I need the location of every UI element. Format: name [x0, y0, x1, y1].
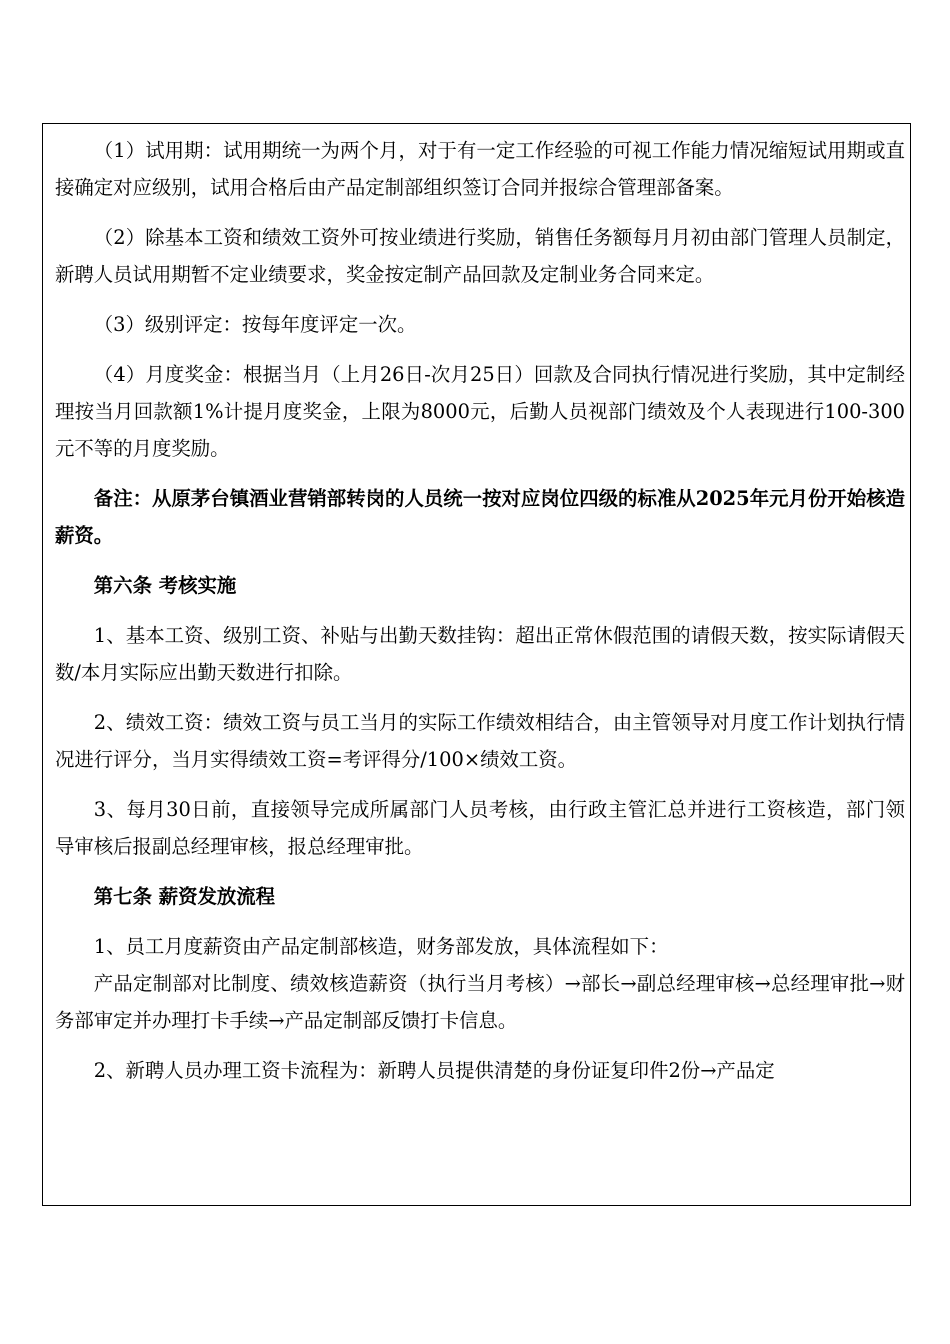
section-heading-article-6: 第六条 考核实施 — [93, 574, 237, 597]
paragraph-monthly-bonus: （4）月度奖金：根据当月（上月26日-次月25日）回款及合同执行情况进行奖励，其中定制经理按当月回款额1%计提月度奖金，上限为8000元，后勤人员视部门绩效及个人表现进行100-300元不等的月度奖励。 — [55, 363, 905, 460]
paragraph-performance-pay: 2、绩效工资：绩效工资与员工当月的实际工作绩效相结合，由主管领导对月度工作计划执行情况进行评分，当月实得绩效工资=考评得分/100×绩效工资。 — [55, 711, 905, 771]
paragraph-salary-card: 2、新聘人员办理工资卡流程为：新聘人员提供清楚的身份证复印件2份→产品定 — [93, 1059, 775, 1082]
section-heading-article-7: 第七条 薪资发放流程 — [93, 885, 276, 908]
paragraph-assessment-deadline: 3、每月30日前，直接领导完成所属部门人员考核，由行政主管汇总并进行工资核造，部门领导审核后报副总经理审核，报总经理审批。 — [55, 798, 905, 858]
document-body — [55, 132, 905, 1089]
paragraph-payroll-flow: 产品定制部对比制度、绩效核造薪资（执行当月考核）→部长→副总经理审核→总经理审批→财务部审定并办理打卡手续→产品定制部反馈打卡信息。 — [55, 972, 905, 1032]
paragraph-level-rating: （3）级别评定：按每年度评定一次。 — [93, 313, 417, 336]
paragraph-payroll-intro: 1、员工月度薪资由产品定制部核造，财务部发放，具体流程如下： — [93, 935, 669, 958]
paragraph-remark: 备注：从原茅台镇酒业营销部转岗的人员统一按对应岗位四级的标准从2025年元月份开始核造薪资。 — [55, 487, 905, 547]
paragraph-probation: （1）试用期：试用期统一为两个月，对于有一定工作经验的可视工作能力情况缩短试用期或直接确定对应级别，试用合格后由产品定制部组织签订合同并报综合管理部备案。 — [55, 139, 905, 199]
paragraph-attendance: 1、基本工资、级别工资、补贴与出勤天数挂钩：超出正常休假范围的请假天数，按实际请假天数/本月实际应出勤天数进行扣除。 — [55, 624, 905, 684]
paragraph-bonus: （2）除基本工资和绩效工资外可按业绩进行奖励，销售任务额每月月初由部门管理人员制定，新聘人员试用期暂不定业绩要求，奖金按定制产品回款及定制业务合同来定。 — [55, 226, 905, 286]
document-frame — [42, 123, 911, 1206]
